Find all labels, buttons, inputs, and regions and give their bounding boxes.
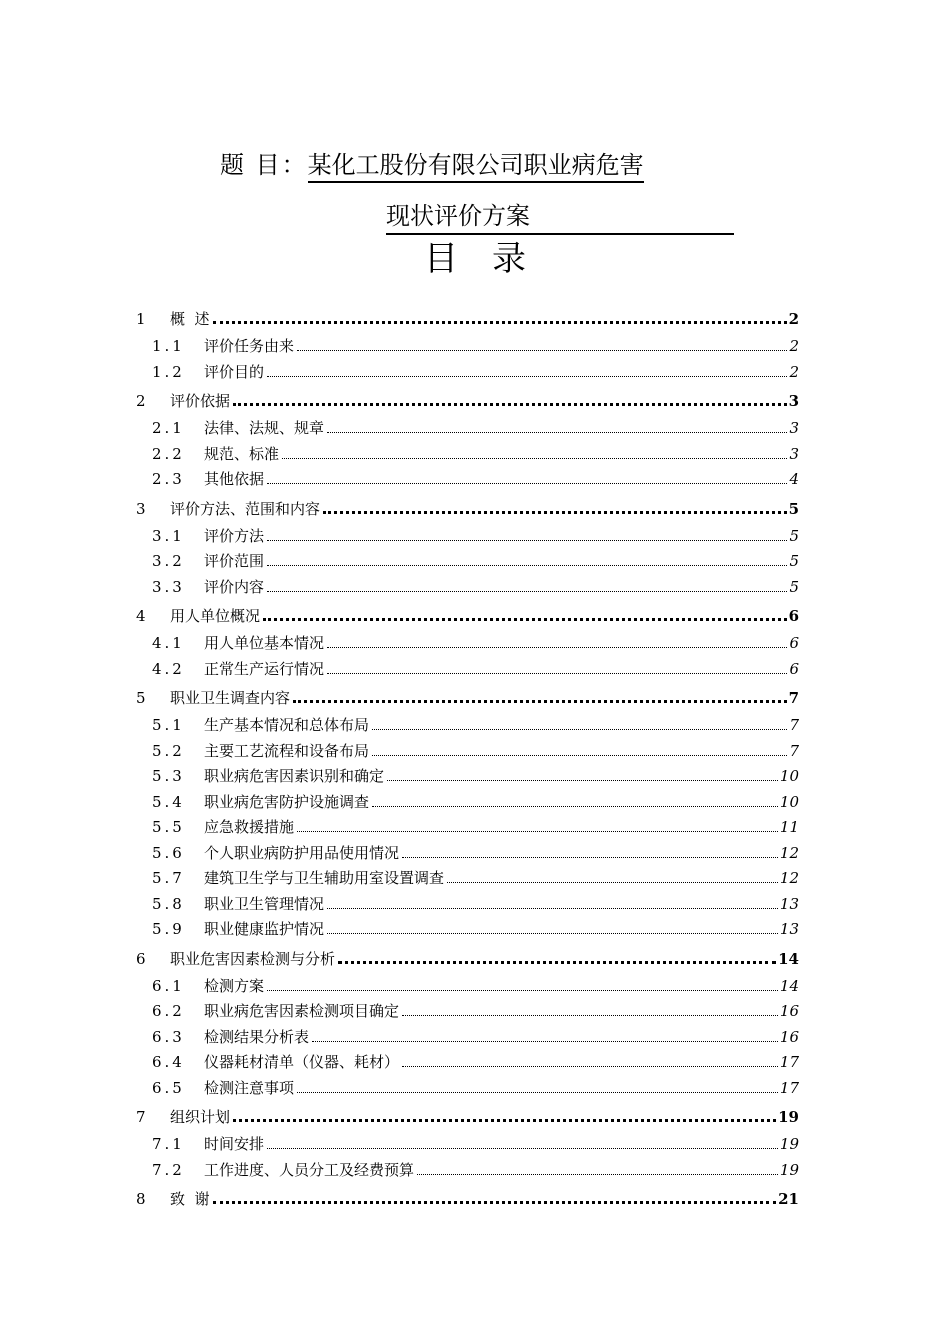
toc-entry-number: 4.2 — [152, 659, 185, 678]
toc-entry-title: 应急救援措施 — [204, 818, 295, 836]
toc-subsection-entry[interactable] — [136, 525, 799, 547]
toc-dot-leader — [267, 591, 787, 592]
toc-subsection-entry[interactable] — [136, 1051, 799, 1073]
toc-entry-title: 主要工艺流程和设备布局 — [204, 741, 370, 760]
toc-subsection-entry[interactable] — [136, 893, 799, 915]
toc-subsection-entry[interactable] — [136, 791, 799, 813]
toc-entry-title: 评价方法 — [204, 526, 265, 545]
toc-entry-title: 法律、法规、规章 — [204, 419, 325, 437]
toc-section-entry[interactable] — [136, 498, 799, 520]
toc-subsection-entry[interactable] — [136, 576, 799, 598]
toc-entry-page-number: 2 — [789, 337, 799, 355]
toc-dot-leader — [447, 882, 778, 883]
toc-subsection-entry[interactable] — [136, 443, 799, 465]
toc-entry-title: 建筑卫生学与卫生辅助用室设置调查 — [204, 869, 445, 887]
toc-dot-leader — [263, 618, 787, 621]
toc-entry-page-number: 14 — [779, 976, 799, 995]
toc-entry-page-number: 5 — [789, 552, 799, 570]
toc-section-entry[interactable] — [136, 605, 799, 627]
toc-subsection-entry[interactable] — [136, 361, 799, 383]
toc-dot-leader — [297, 1092, 778, 1093]
toc-dot-leader — [402, 1066, 778, 1067]
toc-entry-number: 6.3 — [152, 1027, 185, 1046]
toc-entry-number: 5.1 — [152, 716, 185, 734]
toc-dot-leader — [297, 350, 787, 351]
toc-entry-title: 用人单位基本情况 — [204, 634, 325, 652]
toc-dot-leader — [312, 1041, 778, 1042]
toc-dot-leader — [323, 511, 787, 514]
toc-entry-title: 检测注意事项 — [204, 1078, 295, 1097]
toc-dot-leader — [327, 908, 778, 909]
toc-entry-title: 评价依据 — [170, 392, 231, 410]
toc-dot-leader — [293, 700, 787, 703]
toc-dot-leader — [297, 831, 778, 832]
toc-entry-page-number: 17 — [779, 1053, 799, 1071]
toc-entry-number: 3.3 — [152, 577, 185, 596]
toc-entry-number: 3.1 — [152, 526, 185, 545]
toc-entry-page-number: 21 — [778, 1190, 799, 1208]
toc-entry-page-number: 19 — [779, 1135, 799, 1153]
toc-entry-page-number: 6 — [789, 634, 799, 652]
toc-dot-leader — [327, 432, 787, 433]
toc-entry-title: 工作进度、人员分工及经费预算 — [204, 1160, 415, 1179]
toc-subsection-entry[interactable] — [136, 867, 799, 889]
toc-subsection-entry[interactable] — [136, 468, 799, 490]
toc-subsection-entry[interactable] — [136, 816, 799, 838]
toc-entry-title: 评价内容 — [204, 577, 265, 596]
toc-section-entry[interactable] — [136, 308, 799, 330]
toc-dot-leader — [327, 933, 778, 934]
toc-dot-leader — [267, 565, 787, 566]
toc-dot-leader — [233, 403, 787, 406]
toc-entry-page-number: 6 — [788, 607, 799, 625]
toc-entry-title: 其他依据 — [204, 470, 265, 488]
toc-heading: 目录 — [424, 239, 560, 279]
toc-entry-number: 6.5 — [152, 1078, 185, 1097]
toc-subsection-entry[interactable] — [136, 335, 799, 357]
toc-entry-number: 5.4 — [152, 792, 185, 811]
toc-dot-leader — [213, 321, 787, 324]
toc-entry-number: 5 — [136, 689, 146, 707]
toc-dot-leader — [267, 1148, 778, 1149]
toc-entry-number: 5.3 — [152, 767, 185, 785]
toc-subsection-entry[interactable] — [136, 417, 799, 439]
toc-dot-leader — [213, 1201, 777, 1204]
toc-dot-leader — [372, 806, 778, 807]
toc-entry-number: 3.2 — [152, 552, 185, 570]
toc-entry-page-number: 13 — [779, 920, 799, 938]
toc-entry-number: 6 — [136, 949, 146, 968]
toc-entry-number: 5.2 — [152, 741, 185, 760]
toc-entry-page-number: 7 — [788, 689, 799, 707]
toc-entry-page-number: 17 — [779, 1078, 799, 1097]
toc-entry-number: 2.2 — [152, 444, 185, 463]
toc-entry-number: 6.1 — [152, 976, 185, 995]
toc-entry-page-number: 16 — [779, 1027, 799, 1046]
toc-dot-leader — [267, 483, 787, 484]
toc-entry-title: 评价任务由来 — [204, 337, 295, 355]
toc-entry-title: 仪器耗材清单（仪器、耗材） — [204, 1053, 400, 1071]
toc-entry-title: 职业病危害因素识别和确定 — [204, 767, 385, 785]
toc-subsection-entry[interactable] — [136, 918, 799, 940]
toc-entry-page-number: 6 — [789, 659, 799, 678]
toc-entry-title: 概 述 — [170, 310, 210, 328]
toc-dot-leader — [267, 376, 787, 377]
toc-dot-leader — [233, 1119, 776, 1122]
toc-entry-page-number: 2 — [789, 362, 799, 381]
toc-entry-number: 3 — [136, 499, 146, 518]
toc-entry-title: 评价范围 — [204, 552, 265, 570]
toc-entry-title: 职业健康监护情况 — [204, 920, 325, 938]
toc-entry-page-number: 2 — [788, 310, 799, 328]
toc-subsection-entry[interactable] — [136, 740, 799, 762]
toc-entry-page-number: 19 — [778, 1108, 799, 1126]
toc-entry-title: 检测结果分析表 — [204, 1027, 310, 1046]
toc-entry-title: 职业卫生调查内容 — [170, 689, 291, 707]
toc-entry-number: 7.2 — [152, 1160, 185, 1179]
toc-entry-page-number: 12 — [779, 843, 799, 862]
toc-section-entry[interactable] — [136, 1106, 799, 1128]
toc-dot-leader — [327, 673, 787, 674]
toc-dot-leader — [267, 540, 787, 541]
toc-dot-leader — [402, 1015, 778, 1016]
toc-dot-leader — [372, 729, 787, 730]
toc-entry-title: 用人单位概况 — [170, 607, 261, 625]
toc-entry-page-number: 7 — [789, 741, 799, 760]
toc-entry-number: 6.2 — [152, 1002, 185, 1020]
toc-entry-title: 职业病危害因素检测项目确定 — [204, 1002, 400, 1020]
toc-entry-page-number: 11 — [779, 818, 799, 836]
toc-entry-title: 检测方案 — [204, 976, 265, 995]
toc-entry-page-number: 5 — [789, 577, 799, 596]
toc-entry-title: 组织计划 — [170, 1108, 231, 1126]
toc-entry-title: 职业卫生管理情况 — [204, 894, 325, 913]
toc-dot-leader — [402, 857, 778, 858]
toc-entry-page-number: 3 — [788, 392, 799, 410]
toc-section-entry[interactable] — [136, 390, 799, 412]
toc-subsection-entry[interactable] — [136, 842, 799, 864]
toc-section-entry[interactable] — [136, 948, 799, 970]
toc-dot-leader — [338, 961, 776, 964]
toc-subsection-entry[interactable] — [136, 1133, 799, 1155]
toc-subsection-entry[interactable] — [136, 658, 799, 680]
toc-entry-number: 1 — [136, 310, 146, 328]
toc-entry-number: 5.8 — [152, 894, 185, 913]
toc-entry-page-number: 12 — [779, 869, 799, 887]
toc-entry-page-number: 4 — [789, 470, 799, 488]
toc-entry-title: 正常生产运行情况 — [204, 659, 325, 678]
toc-entry-page-number: 5 — [788, 499, 799, 518]
toc-subsection-entry[interactable] — [136, 765, 799, 787]
toc-subsection-entry[interactable] — [136, 1026, 799, 1048]
toc-section-entry[interactable] — [136, 687, 799, 709]
toc-dot-leader — [327, 647, 787, 648]
toc-dot-leader — [282, 458, 787, 459]
toc-entry-number: 2.1 — [152, 419, 185, 437]
toc-subsection-entry[interactable] — [136, 1077, 799, 1099]
toc-entry-title: 评价方法、范围和内容 — [170, 499, 321, 518]
toc-entry-title: 致 谢 — [170, 1190, 210, 1208]
toc-subsection-entry[interactable] — [136, 632, 799, 654]
toc-entry-number: 7.1 — [152, 1135, 185, 1153]
toc-entry-page-number: 13 — [779, 894, 799, 913]
toc-section-entry[interactable] — [136, 1188, 799, 1210]
toc-entry-number: 1.1 — [152, 337, 185, 355]
title-text-line1: 某化工股份有限公司职业病危害 — [308, 151, 644, 183]
toc-entry-number: 1.2 — [152, 362, 185, 381]
toc-entry-number: 5.6 — [152, 843, 185, 862]
toc-entry-number: 2 — [136, 392, 146, 410]
toc-entry-page-number: 10 — [779, 792, 799, 811]
title-text-line2: 现状评价方案 — [386, 200, 734, 235]
toc-entry-title: 评价目的 — [204, 362, 265, 381]
toc-entry-number: 6.4 — [152, 1053, 185, 1071]
toc-dot-leader — [387, 780, 778, 781]
toc-entry-title: 生产基本情况和总体布局 — [204, 716, 370, 734]
toc-entry-page-number: 3 — [789, 419, 799, 437]
toc-entry-number: 4.1 — [152, 634, 185, 652]
toc-entry-number: 8 — [136, 1190, 146, 1208]
toc-entry-page-number: 19 — [779, 1160, 799, 1179]
toc-dot-leader — [417, 1174, 778, 1175]
toc-entry-number: 5.5 — [152, 818, 185, 836]
toc-entry-number: 5.7 — [152, 869, 185, 887]
title-label: 题 目： — [220, 151, 308, 179]
toc-subsection-entry[interactable] — [136, 975, 799, 997]
toc-subsection-entry[interactable] — [136, 1159, 799, 1181]
toc-entry-title: 职业病危害防护设施调查 — [204, 792, 370, 811]
toc-entry-number: 7 — [136, 1108, 146, 1126]
toc-entry-page-number: 5 — [789, 526, 799, 545]
toc-entry-title: 规范、标准 — [204, 444, 280, 463]
toc-dot-leader — [267, 990, 778, 991]
toc-entry-title: 个人职业病防护用品使用情况 — [204, 843, 400, 862]
toc-entry-page-number: 3 — [789, 444, 799, 463]
toc-entry-title: 职业危害因素检测与分析 — [170, 949, 336, 968]
toc-subsection-entry[interactable] — [136, 550, 799, 572]
toc-subsection-entry[interactable] — [136, 714, 799, 736]
toc-dot-leader — [372, 755, 787, 756]
toc-subsection-entry[interactable] — [136, 1000, 799, 1022]
toc-entry-page-number: 10 — [779, 767, 799, 785]
toc-entry-number: 5.9 — [152, 920, 185, 938]
toc-entry-number: 4 — [136, 607, 146, 625]
toc-entry-title: 时间安排 — [204, 1135, 265, 1153]
toc-entry-page-number: 14 — [778, 949, 799, 968]
toc-entry-page-number: 7 — [789, 716, 799, 734]
toc-entry-number: 2.3 — [152, 470, 185, 488]
toc-entry-page-number: 16 — [779, 1002, 799, 1020]
